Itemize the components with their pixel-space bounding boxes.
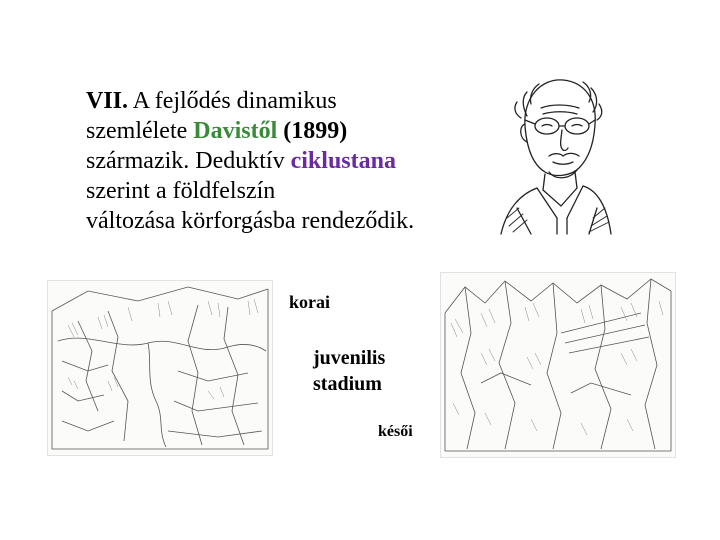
stage-label-early: korai: [289, 292, 331, 312]
stage-label-juvenile: [313, 345, 385, 397]
map-early-stage: [47, 280, 273, 456]
landscape-block-diagram-icon: [48, 281, 272, 455]
stage-label-juvenile-line2: stadium: [313, 373, 382, 395]
text-line-4: szerint a földfelszín: [86, 178, 276, 204]
year: (1899): [277, 118, 348, 144]
text-line-3: [86, 146, 506, 176]
map-late-stage: [440, 272, 676, 458]
text-line-5: változása körforgásba rendeződik.: [86, 208, 415, 234]
stage-label-juvenile-line1: juvenilis: [313, 347, 386, 369]
stage-label-late: késői: [378, 423, 413, 440]
text-line-2: [86, 116, 506, 146]
landscape-block-diagram-icon-2: [441, 273, 675, 457]
line3-text: származik. Deduktív: [86, 148, 291, 174]
theory-term: ciklustana: [290, 148, 396, 174]
line2-text: szemlélete: [86, 118, 194, 144]
portrait-drawing-icon: [497, 68, 613, 236]
line1-text: A fejlődés dinamikus: [128, 88, 337, 114]
text-line-1: [86, 86, 506, 116]
author-name: Davistől: [193, 118, 278, 144]
section-number: VII.: [86, 88, 129, 114]
main-text-block: [86, 86, 506, 236]
